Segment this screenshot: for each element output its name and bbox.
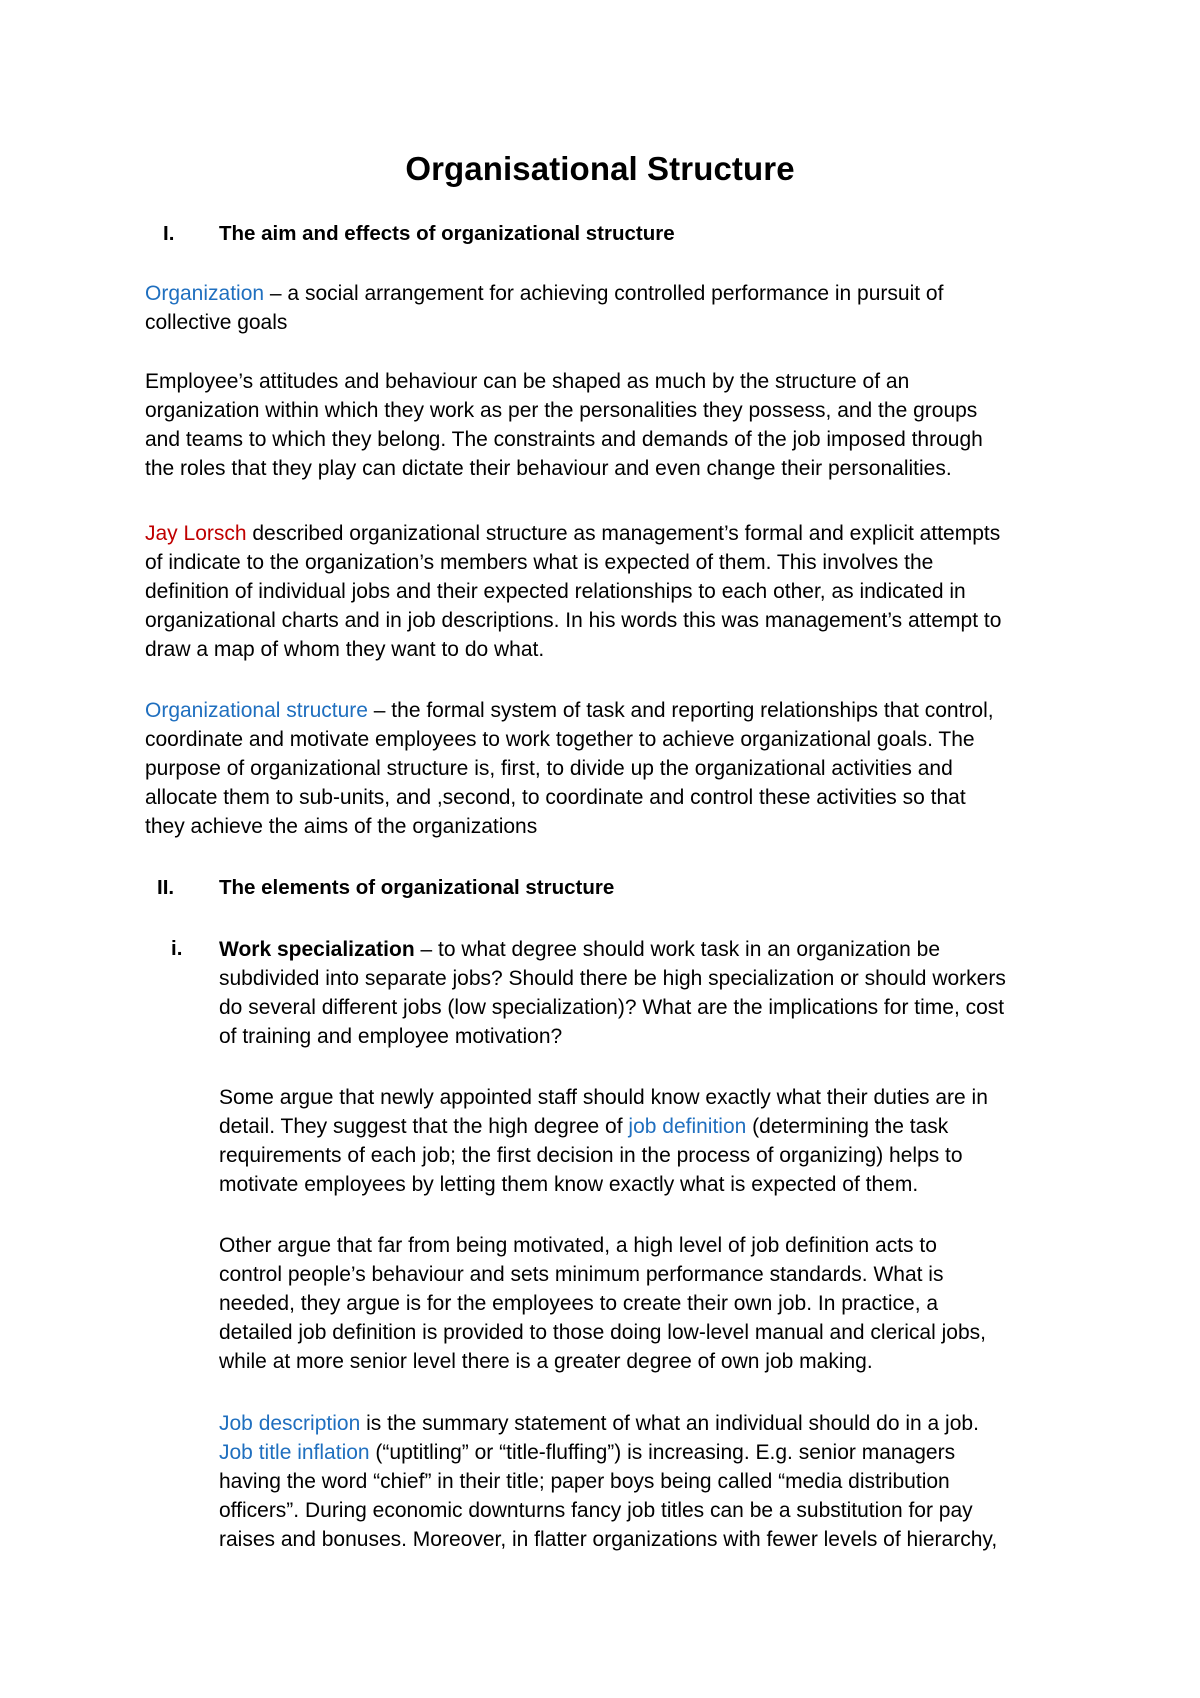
term-job-definition: job definition — [628, 1115, 747, 1138]
name-jay-lorsch: Jay Lorsch — [145, 522, 247, 545]
paragraph-line: needed, they argue is for the employees to create their own job. In practice, a — [219, 1292, 939, 1315]
job-description-line — [219, 1409, 979, 1438]
paragraph-line: detailed job definition is provided to those doing low-level manual and clerical jobs, — [219, 1321, 986, 1344]
paragraph-line: Other argue that far from being motivated, a high level of job definition acts to — [219, 1234, 937, 1257]
organization-definition-line-1 — [145, 279, 943, 308]
text: (determining the task — [746, 1115, 949, 1138]
term-job-description: Job description — [219, 1412, 361, 1435]
section-1-heading: The aim and effects of organizational structure — [219, 222, 675, 245]
work-specialization-line-1 — [219, 935, 940, 964]
paragraph-line: the roles that they play can dictate their behaviour and even change their personalities. — [145, 457, 952, 480]
section-2-marker: II. — [157, 876, 175, 899]
paragraph-line: motivate employees by letting them know exactly what is expected of them. — [219, 1173, 919, 1196]
term-organizational-structure: Organizational structure — [145, 699, 368, 722]
paragraph-line: of training and employee motivation? — [219, 1025, 563, 1048]
section-1-marker: I. — [163, 222, 175, 245]
paragraph-line: organizational charts and in job descriptions. In his words this was management’s attempt to — [145, 609, 1002, 632]
lorsch-line-1 — [145, 519, 1000, 548]
paragraph-line: they achieve the aims of the organizations — [145, 815, 538, 838]
paragraph-line: requirements of each job; the first decision in the process of organizing) helps to — [219, 1144, 963, 1167]
page-title: Organisational Structure — [405, 150, 795, 187]
paragraph-line: allocate them to sub-units, and ,second, to coordinate and control these activities so that — [145, 786, 966, 809]
job-title-inflation-line — [219, 1438, 955, 1467]
organization-definition-line-2: collective goals — [145, 311, 288, 334]
paragraph-line: definition of individual jobs and their expected relationships to each other, as indicated in — [145, 580, 966, 603]
paragraph-line: of indicate to the organization’s members what is expected of them. This involves the — [145, 551, 934, 574]
term-work-specialization: Work specialization — [219, 938, 415, 961]
section-2-heading: The elements of organizational structure — [219, 876, 615, 899]
org-structure-line-1 — [145, 696, 994, 725]
job-definition-line — [219, 1112, 948, 1141]
text: detail. They suggest that the high degree of — [219, 1115, 629, 1138]
paragraph-line: coordinate and motivate employees to work together to achieve organizational goals. The — [145, 728, 975, 751]
item-i-marker: i. — [171, 937, 183, 960]
text: – to what degree should work task in an organization be — [414, 938, 940, 961]
paragraph-line: subdivided into separate jobs? Should there be high specialization or should workers — [219, 967, 1006, 990]
paragraph-line: organization within which they work as per the personalities they possess, and the groups — [145, 399, 978, 422]
paragraph-line: draw a map of whom they want to do what. — [145, 638, 545, 661]
paragraph-line: while at more senior level there is a greater degree of own job making. — [219, 1350, 873, 1373]
term-organization: Organization — [145, 282, 265, 305]
paragraph-line: and teams to which they belong. The constraints and demands of the job imposed through — [145, 428, 983, 451]
paragraph-line: raises and bonuses. Moreover, in flatter organizations with fewer levels of hierarchy, — [219, 1528, 998, 1551]
term-job-title-inflation: Job title inflation — [219, 1441, 370, 1464]
paragraph-line: having the word “chief” in their title; paper boys being called “media distribution — [219, 1470, 950, 1493]
text: (“uptitling” or “title-fluffing”) is increasing. E.g. senior managers — [369, 1441, 956, 1464]
paragraph-line: Employee’s attitudes and behaviour can be shaped as much by the structure of an — [145, 370, 910, 393]
paragraph-line: do several different jobs (low specialization)? What are the implications for time, cost — [219, 996, 1005, 1019]
text: – the formal system of task and reporting relationships that control, — [367, 699, 994, 722]
paragraph-line: Some argue that newly appointed staff should know exactly what their duties are in — [219, 1086, 988, 1109]
paragraph-line: officers”. During economic downturns fancy job titles can be a substitution for pay — [219, 1499, 973, 1522]
text: is the summary statement of what an individual should do in a job. — [360, 1412, 979, 1435]
paragraph-line: control people’s behaviour and sets minimum performance standards. What is — [219, 1263, 944, 1286]
text: – a social arrangement for achieving controlled performance in pursuit of — [264, 282, 944, 305]
paragraph-line: purpose of organizational structure is, first, to divide up the organizational activities and — [145, 757, 953, 780]
text: described organizational structure as management’s formal and explicit attempts — [246, 522, 1001, 545]
